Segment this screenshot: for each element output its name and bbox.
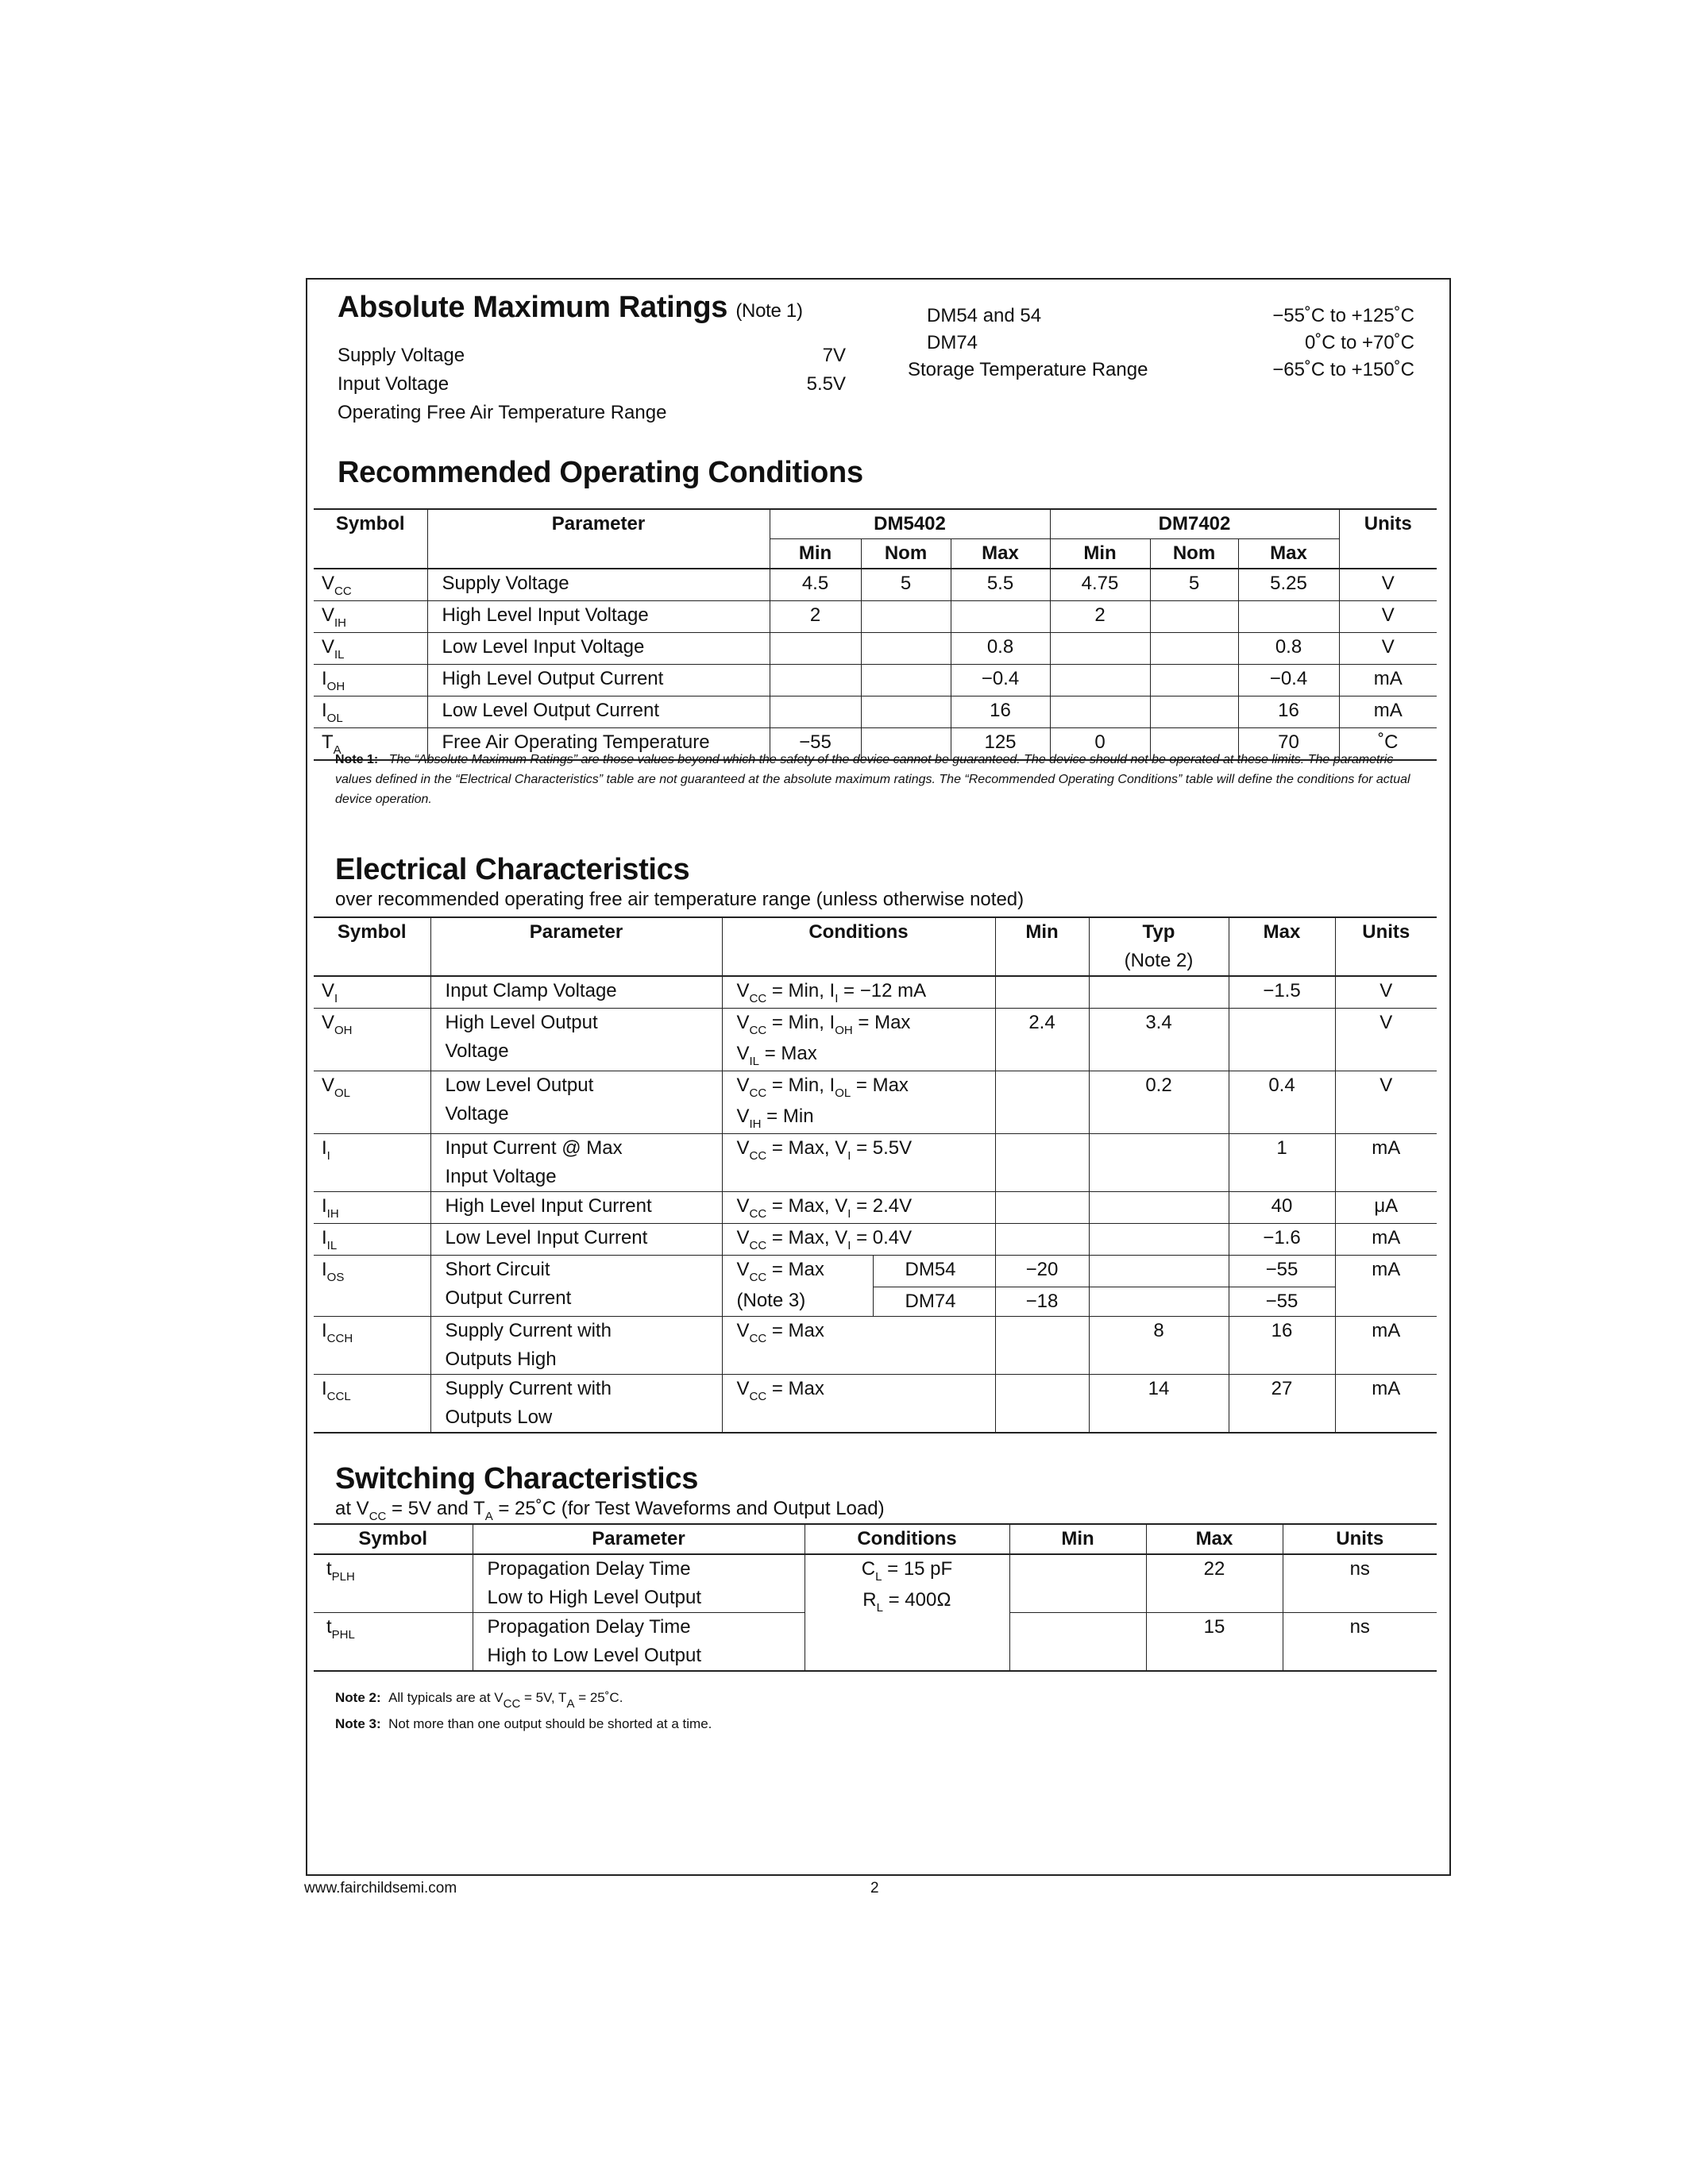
ec-min — [995, 1316, 1089, 1374]
abs-label: Operating Free Air Temperature Range — [338, 402, 667, 423]
ec-max: −1.6 — [1229, 1224, 1335, 1256]
roc-value — [770, 665, 861, 696]
ec-units: mA — [1335, 1374, 1437, 1433]
ec-parameter: Supply Current with Outputs Low — [430, 1374, 722, 1433]
roc-parameter: High Level Output Current — [427, 665, 770, 696]
ec-min — [995, 1224, 1089, 1256]
roc-value: 2 — [1050, 601, 1150, 633]
abs-label: DM74 — [927, 332, 978, 353]
page-number: 2 — [870, 1880, 879, 1897]
sw-col-max: Max — [1146, 1524, 1283, 1554]
sw-parameter: Propagation Delay Time High to Low Level Output — [473, 1613, 805, 1672]
sw-col-min: Min — [1009, 1524, 1146, 1554]
abs-value: −55˚C to +125˚C — [1272, 305, 1414, 326]
ec-col-conditions: Conditions — [722, 917, 995, 976]
ec-units: μA — [1335, 1192, 1437, 1224]
footer-url[interactable]: www.fairchildsemi.com — [304, 1880, 457, 1897]
ec-units: mA — [1335, 1316, 1437, 1374]
roc-value: 5 — [861, 569, 951, 601]
ec-row — [314, 1009, 1437, 1071]
sw-min — [1009, 1613, 1146, 1672]
ec-max: −55 — [1229, 1287, 1335, 1316]
ec-symbol: $I_{CCH}$ — [314, 1316, 430, 1374]
ec-col-max: Max — [1229, 917, 1335, 976]
abs-value: 7V — [822, 345, 846, 366]
sw-conditions: $C_L = 15$ pF $R_L$ = 400Ω — [805, 1554, 1009, 1671]
roc-row — [314, 633, 1437, 665]
ec-typ — [1089, 1287, 1229, 1316]
ec-units: mA — [1335, 1256, 1437, 1317]
ec-row — [314, 1316, 1437, 1374]
roc-units: V — [1339, 569, 1437, 601]
sw-min — [1009, 1554, 1146, 1613]
roc-units: V — [1339, 633, 1437, 665]
roc-row — [314, 601, 1437, 633]
ec-typ — [1089, 1192, 1229, 1224]
sw-max: 15 — [1146, 1613, 1283, 1672]
sw-symbol: $t_{PHL}$ — [314, 1613, 473, 1672]
ec-row — [314, 1192, 1437, 1224]
roc-value — [1150, 696, 1238, 728]
sw-col-conditions: Conditions — [805, 1524, 1009, 1554]
roc-col-max: Max — [951, 539, 1050, 569]
ec-min — [995, 1374, 1089, 1433]
roc-value — [1050, 633, 1150, 665]
note-1-text: The “Absolute Maximum Ratings” are those values beyond which the safety of the device cannot be guaranteed. The device should not be operated at these limits. The parametric values defined in the “Electrical Characteristics” table are not guaranteed at the absolute maximum ratings. The “Recommended Operating Conditions” table will define the conditions for actual device operation. — [335, 753, 1410, 806]
roc-value — [861, 601, 951, 633]
sw-row — [314, 1554, 1437, 1613]
roc-value — [770, 696, 861, 728]
sw-max: 22 — [1146, 1554, 1283, 1613]
roc-symbol: $T_A$ — [314, 728, 427, 761]
ec-col-typ: Typ (Note 2) — [1089, 917, 1229, 976]
roc-units: mA — [1339, 696, 1437, 728]
note-1 — [335, 750, 1423, 809]
roc-value: 5 — [1150, 569, 1238, 601]
ec-max: −55 — [1229, 1256, 1335, 1287]
note-2: Note 2: All typicals are at VCC = 5V, TA = 25˚C. — [335, 1690, 623, 1711]
ec-symbol: $I_{IH}$ — [314, 1192, 430, 1224]
sw-subtitle: at $V_{CC} = 5V$ and $T_A$ = 25˚C (for Test Waveforms and Output Load) — [335, 1498, 885, 1523]
ec-row — [314, 1071, 1437, 1134]
roc-parameter: Low Level Input Voltage — [427, 633, 770, 665]
abs-label: Supply Voltage — [338, 345, 465, 366]
roc-symbol: $I_{OH}$ — [314, 665, 427, 696]
roc-value — [1050, 696, 1150, 728]
roc-value: 0 — [1050, 728, 1150, 761]
ec-typ: 8 — [1089, 1316, 1229, 1374]
ec-typ: 3.4 — [1089, 1009, 1229, 1071]
ec-col-units: Units — [1335, 917, 1437, 976]
roc-body — [314, 569, 1437, 760]
ec-max: 16 — [1229, 1316, 1335, 1374]
ec-units: mA — [1335, 1224, 1437, 1256]
ec-parameter: Low Level Output Voltage — [430, 1071, 722, 1134]
roc-value: −55 — [770, 728, 861, 761]
roc-value: 16 — [1238, 696, 1339, 728]
ec-symbol: $I_{CCL}$ — [314, 1374, 430, 1433]
ec-symbol: $I_{IL}$ — [314, 1224, 430, 1256]
roc-col-parameter: Parameter — [427, 509, 770, 569]
ec-max — [1229, 1009, 1335, 1071]
ec-typ — [1089, 976, 1229, 1009]
ec-parameter: High Level Input Current — [430, 1192, 722, 1224]
ec-units: mA — [1335, 1134, 1437, 1192]
ec-conditions: $V_{CC}$ = Max — [722, 1256, 873, 1287]
roc-row — [314, 569, 1437, 601]
roc-parameter: Supply Voltage — [427, 569, 770, 601]
roc-symbol: $V_{IL}$ — [314, 633, 427, 665]
note-1-label: Note 1: — [335, 753, 379, 766]
abs-value: 0˚C to +70˚C — [1304, 332, 1414, 353]
roc-value — [861, 633, 951, 665]
ec-conditions: $V_{CC}$ = Max, $V_I = 5.5V$ — [722, 1134, 995, 1192]
ec-symbol: $V_I$ — [314, 976, 430, 1009]
roc-symbol: $V_{CC}$ — [314, 569, 427, 601]
roc-value: 125 — [951, 728, 1050, 761]
ec-conditions: $V_{CC}$ = Min, $I_{OH}$ = Max $V_{IL}$ = Max — [722, 1009, 995, 1071]
roc-row — [314, 665, 1437, 696]
ec-row — [314, 1224, 1437, 1256]
roc-col-dm5402: DM5402 — [770, 509, 1050, 539]
roc-value — [861, 696, 951, 728]
ec-min: −18 — [995, 1287, 1089, 1316]
roc-value — [1050, 665, 1150, 696]
roc-value — [951, 601, 1050, 633]
ec-typ: 0.2 — [1089, 1071, 1229, 1134]
abs-max-note-ref: (Note 1) — [735, 300, 803, 322]
roc-value — [1150, 665, 1238, 696]
roc-value: 4.5 — [770, 569, 861, 601]
roc-value: 4.75 — [1050, 569, 1150, 601]
ec-conditions: $V_{CC}$ = Min, $I_{OL}$ = Max $V_{IH}$ = Min — [722, 1071, 995, 1134]
ec-row — [314, 1256, 1437, 1287]
ec-col-parameter: Parameter — [430, 917, 722, 976]
roc-value — [770, 633, 861, 665]
ec-col-symbol: Symbol — [337, 921, 407, 943]
sw-col-parameter: Parameter — [473, 1524, 805, 1554]
ec-parameter: Input Clamp Voltage — [430, 976, 722, 1009]
roc-value: 0.8 — [1238, 633, 1339, 665]
roc-value — [1238, 601, 1339, 633]
ec-typ — [1089, 1134, 1229, 1192]
ec-min — [995, 1192, 1089, 1224]
abs-label: Storage Temperature Range — [908, 359, 1148, 380]
sw-col-units: Units — [1283, 1524, 1437, 1554]
sw-table — [314, 1523, 1437, 1672]
roc-value: 5.25 — [1238, 569, 1339, 601]
ec-units: V — [1335, 1071, 1437, 1134]
roc-table — [314, 508, 1437, 761]
ec-body — [314, 976, 1437, 1433]
roc-value: 0.8 — [951, 633, 1050, 665]
roc-units: ˚C — [1339, 728, 1437, 761]
roc-value: 2 — [770, 601, 861, 633]
ec-min — [995, 1134, 1089, 1192]
ec-typ — [1089, 1256, 1229, 1287]
ec-min — [995, 1071, 1089, 1134]
abs-value: 5.5V — [806, 373, 846, 395]
ec-units: V — [1335, 976, 1437, 1009]
ec-parameter: High Level Output Voltage — [430, 1009, 722, 1071]
ec-typ — [1089, 1224, 1229, 1256]
ec-symbol: $V_{OH}$ — [314, 1009, 430, 1071]
ec-row — [314, 1134, 1437, 1192]
abs-max-title: Absolute Maximum Ratings (Note 1) — [338, 291, 803, 324]
abs-label: DM54 and 54 — [927, 305, 1042, 326]
sw-body — [314, 1554, 1437, 1671]
ec-symbol: $V_{OL}$ — [314, 1071, 430, 1134]
sw-parameter: Propagation Delay Time Low to High Level Output — [473, 1554, 805, 1613]
ec-table — [314, 916, 1437, 1433]
roc-col-max: Max — [1238, 539, 1339, 569]
roc-value: 70 — [1238, 728, 1339, 761]
roc-units: V — [1339, 601, 1437, 633]
ec-parameter: Input Current @ Max Input Voltage — [430, 1134, 722, 1192]
ec-conditions: $V_{CC}$ = Max, $V_I = 2.4V$ — [722, 1192, 995, 1224]
ec-typ: 14 — [1089, 1374, 1229, 1433]
roc-symbol: $I_{OL}$ — [314, 696, 427, 728]
ec-parameter: Supply Current with Outputs High — [430, 1316, 722, 1374]
roc-value: −0.4 — [951, 665, 1050, 696]
ec-row — [314, 976, 1437, 1009]
abs-max-left — [338, 341, 846, 427]
roc-col-nom: Nom — [861, 539, 951, 569]
ec-conditions: $V_{CC}$ = Max — [722, 1374, 995, 1433]
roc-row — [314, 696, 1437, 728]
ec-symbol: $I_I$ — [314, 1134, 430, 1192]
ec-subtitle: over recommended operating free air temperature range (unless otherwise noted) — [335, 889, 1025, 910]
roc-symbol: $V_{IH}$ — [314, 601, 427, 633]
ec-min: 2.4 — [995, 1009, 1089, 1071]
roc-value — [861, 665, 951, 696]
sw-units: ns — [1283, 1554, 1437, 1613]
sw-col-symbol: Symbol — [358, 1528, 428, 1549]
roc-title: Recommended Operating Conditions — [338, 456, 863, 489]
roc-col-min: Min — [770, 539, 861, 569]
ec-min: −20 — [995, 1256, 1089, 1287]
roc-col-symbol: Symbol — [314, 509, 427, 569]
sw-symbol: $t_{PLH}$ — [314, 1554, 473, 1613]
ec-min — [995, 976, 1089, 1009]
ec-parameter: Low Level Input Current — [430, 1224, 722, 1256]
ec-conditions: $V_{CC}$ = Max — [722, 1316, 995, 1374]
ec-conditions: $V_{CC}$ = Max, $V_I = 0.4V$ — [722, 1224, 995, 1256]
ec-units: V — [1335, 1009, 1437, 1071]
roc-value: −0.4 — [1238, 665, 1339, 696]
ec-typ-note: (Note 2) — [1124, 950, 1194, 971]
abs-value: −65˚C to +150˚C — [1272, 359, 1414, 380]
roc-parameter: High Level Input Voltage — [427, 601, 770, 633]
roc-col-units: Units — [1339, 509, 1437, 569]
ec-device: DM54 — [873, 1256, 995, 1287]
roc-value — [1150, 601, 1238, 633]
ec-title: Electrical Characteristics — [335, 853, 690, 886]
roc-value: 16 — [951, 696, 1050, 728]
ec-max: −1.5 — [1229, 976, 1335, 1009]
roc-parameter: Low Level Output Current — [427, 696, 770, 728]
roc-value: 5.5 — [951, 569, 1050, 601]
ec-conditions: (Note 3) — [722, 1287, 873, 1316]
roc-col-min: Min — [1050, 539, 1150, 569]
ec-max: 40 — [1229, 1192, 1335, 1224]
abs-label: Input Voltage — [338, 373, 450, 395]
roc-units: mA — [1339, 665, 1437, 696]
ec-max: 1 — [1229, 1134, 1335, 1192]
ec-conditions: $V_{CC}$ = Min, $I_I = -12$ mA — [722, 976, 995, 1009]
ec-max: 27 — [1229, 1374, 1335, 1433]
ec-symbol: $I_{OS}$ — [314, 1256, 430, 1317]
roc-col-nom: Nom — [1150, 539, 1238, 569]
roc-value — [1150, 633, 1238, 665]
sw-title: Switching Characteristics — [335, 1462, 699, 1495]
sw-units: ns — [1283, 1613, 1437, 1672]
ec-row — [314, 1374, 1437, 1433]
abs-max-right — [908, 302, 1414, 384]
roc-col-dm7402: DM7402 — [1050, 509, 1339, 539]
roc-parameter: Free Air Operating Temperature — [427, 728, 770, 761]
ec-device: DM74 — [873, 1287, 995, 1316]
ec-parameter: Short Circuit Output Current — [430, 1256, 722, 1317]
ec-max: 0.4 — [1229, 1071, 1335, 1134]
ec-col-min: Min — [995, 917, 1089, 976]
note-3: Note 3: Not more than one output should be shorted at a time. — [335, 1716, 712, 1731]
